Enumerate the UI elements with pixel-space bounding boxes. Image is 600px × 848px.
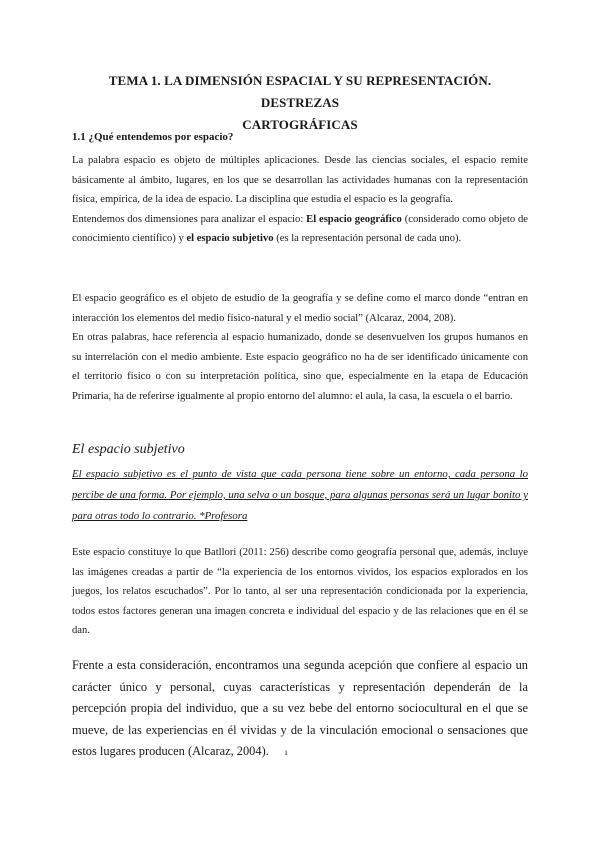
bold-term-geographic: El espacio geográfico — [306, 213, 402, 225]
page-title — [70, 70, 530, 136]
paragraph: La palabra espacio es objeto de múltiples aplicaciones. Desde las ciencias sociales, el espacio remite básicamente al ámbito, lugares, en los que se desarrollan las actividades humanas con la representación física, empírica, de la idea de espacio. La disciplina que estudia el espacio es la geografía. — [72, 155, 528, 206]
text: (considerado como objeto de conocimiento científico) y — [72, 213, 528, 245]
title-line-2: CARTOGRÁFICAS — [242, 117, 358, 132]
paragraph: En otras palabras, hace referencia al espacio humanizado, donde se desenvuelven los grupos humanos en su interrelación con el medio ambiente. Este espacio geográfico no ha de ser identificado únicamente con el territorio físico o con su interpretación política, sino que, especialmente en la etapa de Educación Primaria, ha de referirse igualmente al propio entorno del alumno: el aula, la casa, la escuela o el barrio. — [72, 332, 528, 402]
subsection-heading: El espacio subjetivo — [72, 442, 185, 457]
text: Entendemos dos dimensiones para analizar el espacio: — [72, 213, 307, 225]
professor-quote: El espacio subjetivo es el punto de vista que cada persona tiene sobre un entorno, cada persona lo percibe de una forma. Por ejemplo, una selva o un bosque, para algunas personas será un lugar bonito y para otras todo lo contrario. *Profesora — [72, 468, 528, 522]
second-acception-paragraph — [72, 655, 528, 764]
paragraph: El espacio geográfico es el objeto de estudio de la geografía y se define como el marco donde “entran en interacción los elementos del medio físico-natural y el medio social” (Alcaraz, 2004, 208). — [72, 293, 528, 324]
paragraph: Este espacio constituye lo que Batllori (2011: 256) describe como geografía personal que, además, incluye las imágenes creadas a partir de “la experiencia de los entornos vividos, los espacios explorados en los juegos, los relatos escuchados”. Por lo tanto, al ser una representación condicionada por la experiencia, todos estos factores generan una imagen concreta e individual del espacio y de las relaciones que en él se dan. — [72, 547, 528, 637]
paragraph — [72, 655, 528, 764]
text: (es la representación personal de cada uno). — [273, 233, 462, 245]
geographic-space-text — [72, 289, 528, 407]
batllori-paragraph — [72, 543, 528, 641]
title-line-1: TEMA 1. LA DIMENSIÓN ESPACIAL Y SU REPRESENTACIÓN. DESTREZAS — [108, 73, 492, 110]
paragraph-dimensions — [72, 210, 528, 249]
text: Frente a esta consideración, encontramos una segunda acepción que confiere al espacio un carácter único y personal, cuyas características y representación dependerán de la percepción propia del individuo, que a su vez bebe del entorno sociocultural en el que se mueve, de las experiencias en él vividas y de la vinculación emocional o sensaciones que estos lugares producen (Alcaraz, 2004). — [72, 658, 528, 758]
stray-mark: ı — [284, 747, 288, 757]
section-heading: 1.1 ¿Qué entendemos por espacio? — [72, 131, 234, 143]
section-intro — [72, 151, 528, 249]
bold-term-subjective: el espacio subjetivo — [186, 233, 274, 245]
